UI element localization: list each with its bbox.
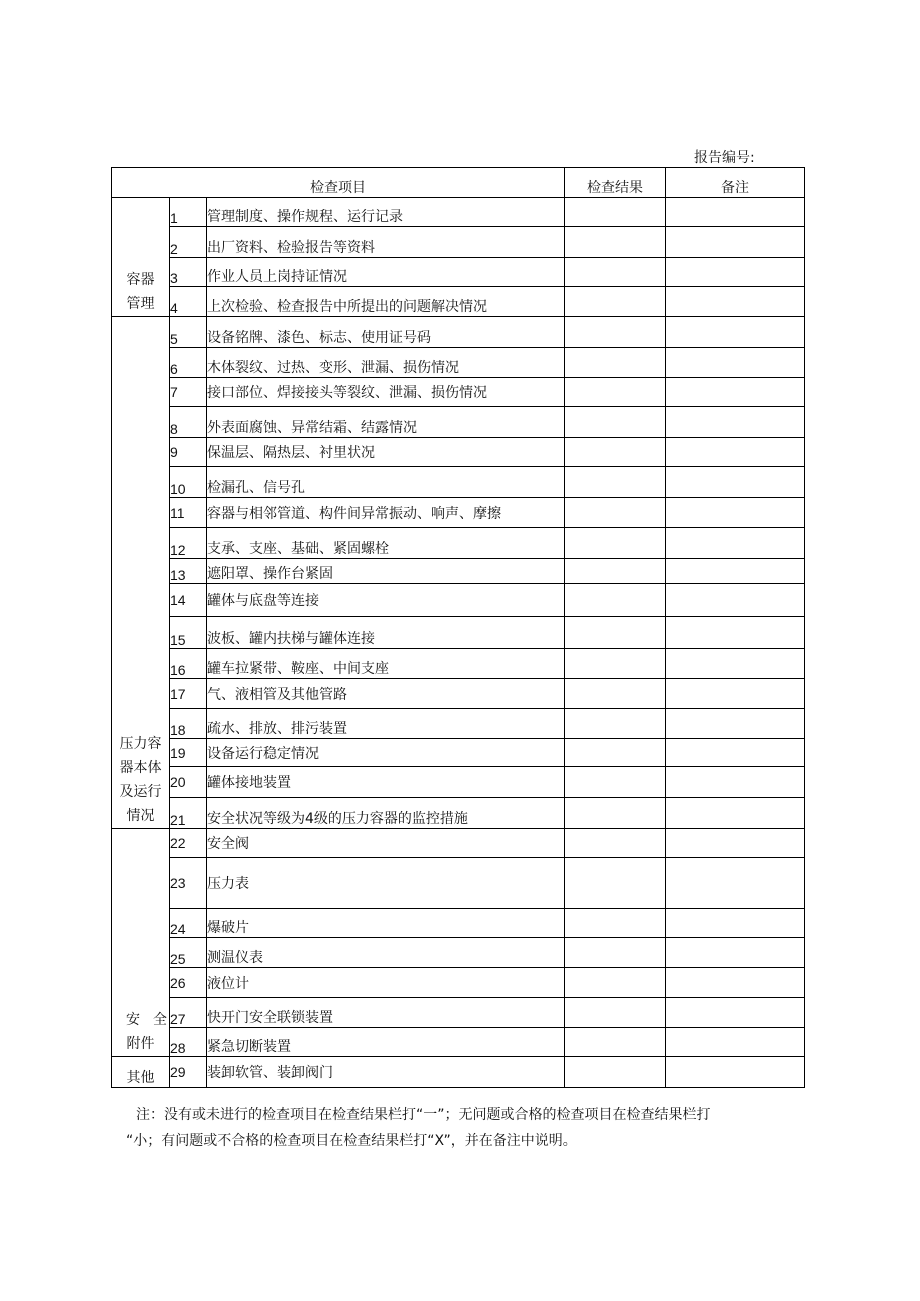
category-line: 器本体 <box>119 760 162 776</box>
table-row <box>112 559 805 584</box>
category-line: 情况 <box>126 808 155 824</box>
item-text: 遮阳罩、操作台紧固 <box>207 559 565 584</box>
item-number: 7 <box>170 378 207 407</box>
table-row <box>112 739 805 767</box>
result-cell[interactable] <box>565 348 666 378</box>
item-text: 罐体与底盘等连接 <box>207 584 565 617</box>
remark-cell[interactable] <box>666 378 805 407</box>
inspection-table <box>111 167 805 1088</box>
item-text: 检漏孔、信号孔 <box>207 467 565 498</box>
remark-cell[interactable] <box>666 584 805 617</box>
item-text: 上次检验、检查报告中所提出的问题解决情况 <box>207 287 565 317</box>
footnote <box>126 1102 816 1154</box>
remark-cell[interactable] <box>666 909 805 938</box>
remark-cell[interactable] <box>666 467 805 498</box>
item-number: 12 <box>170 528 207 559</box>
item-text: 压力表 <box>207 858 565 909</box>
result-cell[interactable] <box>565 559 666 584</box>
remark-cell[interactable] <box>666 798 805 829</box>
item-text: 保温层、隔热层、衬里状况 <box>207 438 565 467</box>
result-cell[interactable] <box>565 858 666 909</box>
item-text: 快开门安全联锁装置 <box>207 998 565 1028</box>
table-row <box>112 909 805 938</box>
item-number: 8 <box>170 407 207 438</box>
item-number: 22 <box>170 829 207 858</box>
table-row <box>112 498 805 528</box>
item-text: 罐体接地装置 <box>207 767 565 798</box>
item-text: 管理制度、操作规程、运行记录 <box>207 198 565 227</box>
result-cell[interactable] <box>565 584 666 617</box>
item-text: 爆破片 <box>207 909 565 938</box>
remark-cell[interactable] <box>666 438 805 467</box>
category-cell <box>112 317 170 829</box>
table-row <box>112 378 805 407</box>
item-number: 13 <box>170 559 207 584</box>
table-row <box>112 438 805 467</box>
result-cell[interactable] <box>565 1028 666 1057</box>
result-cell[interactable] <box>565 528 666 559</box>
table-row <box>112 407 805 438</box>
category-cell <box>112 829 170 1057</box>
result-cell[interactable] <box>565 938 666 968</box>
remark-cell[interactable] <box>666 767 805 798</box>
table-row <box>112 1028 805 1057</box>
remark-cell[interactable] <box>666 617 805 649</box>
result-cell[interactable] <box>565 767 666 798</box>
result-cell[interactable] <box>565 258 666 287</box>
result-cell[interactable] <box>565 909 666 938</box>
table-row <box>112 798 805 829</box>
table-row <box>112 968 805 998</box>
category-cell: 其他 <box>112 1057 170 1088</box>
remark-cell[interactable] <box>666 227 805 258</box>
item-number: 24 <box>170 909 207 938</box>
item-number: 2 <box>170 227 207 258</box>
table-row <box>112 1057 805 1088</box>
category-line: 压力容 <box>119 736 162 752</box>
category-char: 安 <box>126 1012 145 1028</box>
result-cell[interactable] <box>565 739 666 767</box>
item-number: 14 <box>170 584 207 617</box>
result-cell[interactable] <box>565 829 666 858</box>
item-text: 外表面腐蚀、异常结霜、结露情况 <box>207 407 565 438</box>
result-cell[interactable] <box>565 679 666 709</box>
table-row <box>112 709 805 739</box>
result-cell[interactable] <box>565 1057 666 1088</box>
item-number: 21 <box>170 798 207 829</box>
remark-cell[interactable] <box>666 407 805 438</box>
item-number: 6 <box>170 348 207 378</box>
result-cell[interactable] <box>565 709 666 739</box>
remark-cell[interactable] <box>666 348 805 378</box>
table-row <box>112 348 805 378</box>
category-line: 及运行 <box>119 784 162 800</box>
item-text: 设备运行稳定情况 <box>207 739 565 767</box>
item-number: 25 <box>170 938 207 968</box>
item-number: 26 <box>170 968 207 998</box>
item-number: 29 <box>170 1057 207 1088</box>
table-row <box>112 528 805 559</box>
item-text: 气、液相管及其他管路 <box>207 679 565 709</box>
remark-cell[interactable] <box>666 938 805 968</box>
item-number: 17 <box>170 679 207 709</box>
item-text: 出厂资料、检验报告等资料 <box>207 227 565 258</box>
item-text: 木体裂纹、过热、变形、泄漏、损伤情况 <box>207 348 565 378</box>
item-text: 罐车拉紧带、鞍座、中间支座 <box>207 649 565 679</box>
report-number-label: 报告编号: <box>694 150 755 166</box>
remark-cell[interactable] <box>666 709 805 739</box>
table-header-row <box>112 168 805 198</box>
table-row <box>112 467 805 498</box>
table-row <box>112 258 805 287</box>
item-text: 安全状况等级为4级的压力容器的监控措施 <box>207 798 565 829</box>
item-number: 4 <box>170 287 207 317</box>
item-number: 3 <box>170 258 207 287</box>
remark-cell[interactable] <box>666 498 805 528</box>
remark-cell[interactable] <box>666 858 805 909</box>
remark-cell[interactable] <box>666 649 805 679</box>
table-row <box>112 287 805 317</box>
item-number: 20 <box>170 767 207 798</box>
item-text: 液位计 <box>207 968 565 998</box>
header-result: 检查结果 <box>565 168 666 198</box>
result-cell[interactable] <box>565 438 666 467</box>
item-number: 15 <box>170 617 207 649</box>
remark-cell[interactable] <box>666 739 805 767</box>
item-text: 波板、罐内扶梯与罐体连接 <box>207 617 565 649</box>
category-line: 附件 <box>126 1036 155 1052</box>
table-row <box>112 829 805 858</box>
result-cell[interactable] <box>565 227 666 258</box>
item-number: 23 <box>170 858 207 909</box>
result-cell[interactable] <box>565 317 666 348</box>
item-number: 5 <box>170 317 207 348</box>
remark-cell[interactable] <box>666 1028 805 1057</box>
table-row <box>112 767 805 798</box>
item-number: 1 <box>170 198 207 227</box>
table-row <box>112 198 805 227</box>
remark-cell[interactable] <box>666 559 805 584</box>
item-number: 18 <box>170 709 207 739</box>
table-row <box>112 679 805 709</box>
remark-cell[interactable] <box>666 968 805 998</box>
category-cell <box>112 198 170 317</box>
item-text: 设备铭牌、漆色、标志、使用证号码 <box>207 317 565 348</box>
remark-cell[interactable] <box>666 287 805 317</box>
item-text: 接口部位、焊接接头等裂纹、泄漏、损伤情况 <box>207 378 565 407</box>
item-text: 疏水、排放、排污装置 <box>207 709 565 739</box>
item-number: 9 <box>170 438 207 467</box>
category-line <box>112 1008 169 1032</box>
category-line: 容器 <box>126 272 155 288</box>
footnote-line-1: 注：没有或未进行的检查项目在检查结果栏打“一”；无问题或合格的检查项目在检查结果栏打 <box>136 1107 711 1123</box>
table-row <box>112 317 805 348</box>
remark-cell[interactable] <box>666 1057 805 1088</box>
table-row <box>112 649 805 679</box>
remark-cell[interactable] <box>666 829 805 858</box>
item-number: 28 <box>170 1028 207 1057</box>
item-number: 19 <box>170 739 207 767</box>
table-row <box>112 584 805 617</box>
result-cell[interactable] <box>565 998 666 1028</box>
item-number: 27 <box>170 998 207 1028</box>
item-number: 10 <box>170 467 207 498</box>
result-cell[interactable] <box>565 968 666 998</box>
item-text: 安全阀 <box>207 829 565 858</box>
result-cell[interactable] <box>565 649 666 679</box>
item-text: 支承、支座、基础、紧固螺栓 <box>207 528 565 559</box>
table-row <box>112 227 805 258</box>
item-text: 装卸软管、装卸阀门 <box>207 1057 565 1088</box>
result-cell[interactable] <box>565 467 666 498</box>
header-item: 检查项目 <box>112 168 565 198</box>
table-row <box>112 617 805 649</box>
remark-cell[interactable] <box>666 528 805 559</box>
remark-cell[interactable] <box>666 258 805 287</box>
remark-cell[interactable] <box>666 198 805 227</box>
remark-cell[interactable] <box>666 998 805 1028</box>
item-text: 测温仪表 <box>207 938 565 968</box>
result-cell[interactable] <box>565 378 666 407</box>
item-text: 紧急切断装置 <box>207 1028 565 1057</box>
table-row <box>112 998 805 1028</box>
result-cell[interactable] <box>565 287 666 317</box>
table-row <box>112 938 805 968</box>
result-cell[interactable] <box>565 407 666 438</box>
item-text: 作业人员上岗持证情况 <box>207 258 565 287</box>
result-cell[interactable] <box>565 798 666 829</box>
remark-cell[interactable] <box>666 679 805 709</box>
result-cell[interactable] <box>565 617 666 649</box>
result-cell[interactable] <box>565 498 666 528</box>
header-remark: 备注 <box>666 168 805 198</box>
footnote-line-2: “小；有问题或不合格的检查项目在检查结果栏打“X”，并在备注中说明。 <box>126 1133 577 1149</box>
category-line: 管理 <box>126 296 155 312</box>
item-number: 11 <box>170 498 207 528</box>
table-row <box>112 858 805 909</box>
category-char: 全 <box>153 1012 168 1028</box>
remark-cell[interactable] <box>666 317 805 348</box>
item-number: 16 <box>170 649 207 679</box>
item-text: 容器与相邻管道、构件间异常振动、响声、摩擦 <box>207 498 565 528</box>
result-cell[interactable] <box>565 198 666 227</box>
